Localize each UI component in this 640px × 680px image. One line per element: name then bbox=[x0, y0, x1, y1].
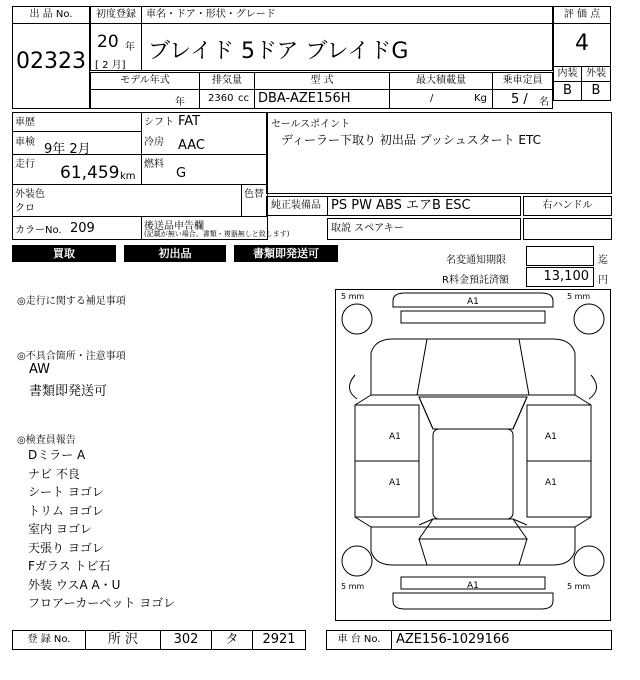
color-no: 209 bbox=[70, 221, 95, 236]
chassis-number: AZE156-1029166 bbox=[391, 630, 612, 650]
damage-mark: A1 bbox=[389, 432, 401, 442]
inspector-item: 天張り ヨゴレ bbox=[28, 540, 104, 555]
damage-mark: A1 bbox=[389, 478, 401, 488]
roof bbox=[433, 429, 513, 519]
inspector-title: ◎検査員報告 bbox=[17, 435, 76, 446]
shift-label: シフト bbox=[144, 117, 174, 128]
tire-fr bbox=[574, 304, 604, 334]
deadline-label: 名変通知期限 bbox=[446, 255, 506, 266]
tag-first-listing: 初出品 bbox=[124, 245, 226, 262]
door-fl bbox=[355, 405, 419, 461]
reg-kana: タ bbox=[211, 630, 253, 650]
recycle-label: R料金預託済額 bbox=[442, 275, 509, 286]
inspector-item: Dミラー A bbox=[28, 448, 86, 462]
extras: 取説 スペアキー bbox=[327, 218, 521, 240]
displacement-label: 排気量 bbox=[199, 72, 255, 90]
handle: 右ハンドル bbox=[523, 196, 612, 216]
defect-item: 書類即発送可 bbox=[29, 384, 108, 399]
displacement-box bbox=[199, 89, 255, 109]
tire-fl bbox=[342, 304, 372, 334]
recycle-unit: 円 bbox=[598, 275, 608, 286]
exterior-label: 外装 bbox=[581, 66, 611, 82]
inspector-item: 外装 ウスA A・U bbox=[28, 577, 121, 592]
deadline-unit: 迄 bbox=[598, 255, 608, 266]
windshield bbox=[419, 397, 527, 429]
tire-label-fr: 5 mm bbox=[567, 292, 591, 301]
rear-body bbox=[371, 527, 575, 565]
tire-rl bbox=[342, 546, 372, 576]
fuel: G bbox=[176, 166, 187, 181]
tire-label-fl: 5 mm bbox=[341, 292, 365, 301]
reg-area: 所 沢 bbox=[85, 630, 161, 650]
displacement: 2360 bbox=[208, 93, 234, 104]
inspector-list bbox=[28, 446, 175, 613]
model-year-box bbox=[90, 89, 200, 109]
inspection-label: 車検 bbox=[15, 137, 35, 148]
car-diagram bbox=[335, 289, 611, 621]
type-label: 型 式 bbox=[254, 72, 390, 90]
car-name-label: 車名・ドア・形状・グレード bbox=[141, 6, 553, 24]
first-reg-year-unit: 年 bbox=[125, 42, 135, 53]
sales-text: ディーラー下取り 初出品 プッシュスタート ETC bbox=[281, 133, 541, 147]
damage-mark: A1 bbox=[545, 432, 557, 442]
chassis-label: 車 台 No. bbox=[326, 630, 392, 650]
equipment-label: 純正装備品 bbox=[266, 196, 328, 216]
first-reg-box bbox=[90, 23, 142, 71]
tire-label-rl: 5 mm bbox=[341, 582, 365, 591]
damage-mark: A1 bbox=[467, 581, 479, 591]
inspection: 9年 2月 bbox=[44, 142, 91, 157]
capacity-box bbox=[492, 89, 553, 109]
color-no-label: カラーNo. bbox=[15, 225, 62, 236]
door-rl bbox=[355, 461, 419, 517]
inspector-item: 室内 ヨゴレ bbox=[28, 522, 92, 536]
tire-label-rr: 5 mm bbox=[567, 582, 591, 591]
tire-rr bbox=[574, 546, 604, 576]
sales-box bbox=[266, 112, 612, 194]
load-sep: / bbox=[430, 93, 434, 104]
defect-item: AW bbox=[29, 362, 51, 377]
interior-label: 内装 bbox=[553, 66, 582, 82]
history-label: 車歴 bbox=[15, 117, 35, 128]
color-label: 外装色 bbox=[15, 189, 45, 200]
inspector-item: トリム ヨゴレ bbox=[28, 503, 104, 518]
fuel-label: 燃料 bbox=[144, 159, 164, 170]
displacement-unit: cc bbox=[238, 93, 249, 104]
reg-class: 302 bbox=[160, 630, 212, 650]
grade-label: 評 価 点 bbox=[553, 6, 611, 24]
reg-label: 登 録 No. bbox=[12, 630, 86, 650]
hood bbox=[371, 339, 575, 395]
car-name-box bbox=[141, 23, 553, 71]
inspector-item: ナビ 不良 bbox=[28, 466, 80, 481]
recolor-label: 色替 bbox=[244, 189, 264, 200]
inspector-item: Fガラス トビ石 bbox=[28, 559, 111, 573]
model-code: DBA-AZE156H bbox=[254, 89, 390, 109]
capacity: 5 / bbox=[511, 92, 528, 107]
travel-title: ◎走行に関する補足事項 bbox=[17, 296, 126, 307]
mileage-label: 走行 bbox=[15, 159, 35, 170]
load-box bbox=[389, 89, 493, 109]
recycle-value: 13,100 bbox=[526, 267, 594, 287]
inspector-item: フロアーカーペット ヨゴレ bbox=[28, 596, 176, 610]
front-fender-r bbox=[589, 375, 597, 399]
first-reg-year: 20 bbox=[97, 32, 119, 52]
mileage-unit: km bbox=[120, 171, 136, 182]
tag-kaitori: 買取 bbox=[12, 245, 116, 262]
lot-box bbox=[12, 6, 90, 109]
exterior-grade: B bbox=[581, 81, 611, 101]
rear-window bbox=[419, 519, 527, 539]
doc-note: (記載が無い場合、書類・複器無しと致します) bbox=[144, 230, 290, 238]
lot-label: 出 品 No. bbox=[12, 6, 90, 24]
interior-grade: B bbox=[553, 81, 582, 101]
ac: AAC bbox=[178, 138, 205, 153]
inspector-item: シート ヨゴレ bbox=[28, 485, 104, 499]
front-grille bbox=[401, 311, 545, 323]
extras-blank bbox=[523, 218, 612, 240]
reg-number: 2921 bbox=[252, 630, 306, 650]
defects-title: ◎不具合箇所・注意事項 bbox=[17, 351, 126, 362]
lot-number: 02323 bbox=[16, 49, 86, 74]
color: クロ bbox=[15, 203, 35, 214]
first-reg-label: 初度登録 bbox=[90, 6, 142, 24]
equipment: PS PW ABS エアB ESC bbox=[327, 196, 521, 216]
first-reg-month: [ 2 月] bbox=[95, 60, 126, 71]
mileage: 61,459 bbox=[60, 163, 120, 183]
deadline-box bbox=[526, 246, 594, 266]
car-name: ブレイド 5ドア ブレイドG bbox=[148, 39, 409, 64]
sales-label: セールスポイント bbox=[271, 119, 351, 130]
ac-label: 冷房 bbox=[144, 137, 164, 148]
rear-bumper bbox=[393, 593, 553, 609]
grade: 4 bbox=[553, 23, 611, 67]
front-fender-l bbox=[349, 375, 357, 399]
door-fr bbox=[527, 405, 591, 461]
load-label: 最大積載量 bbox=[389, 72, 493, 90]
doc-label: 後送品申告欄 bbox=[144, 221, 204, 232]
shift: FAT bbox=[178, 114, 201, 129]
door-rr bbox=[527, 461, 591, 517]
load-unit: Kg bbox=[474, 93, 487, 104]
capacity-label: 乗車定員 bbox=[492, 72, 553, 90]
capacity-unit: 名 bbox=[539, 97, 549, 108]
damage-mark: A1 bbox=[545, 478, 557, 488]
model-year-unit: 年 bbox=[175, 97, 185, 108]
model-year-label: モデル年式 bbox=[90, 72, 200, 90]
damage-mark: A1 bbox=[467, 297, 479, 307]
tag-documents: 書類即発送可 bbox=[234, 245, 338, 262]
